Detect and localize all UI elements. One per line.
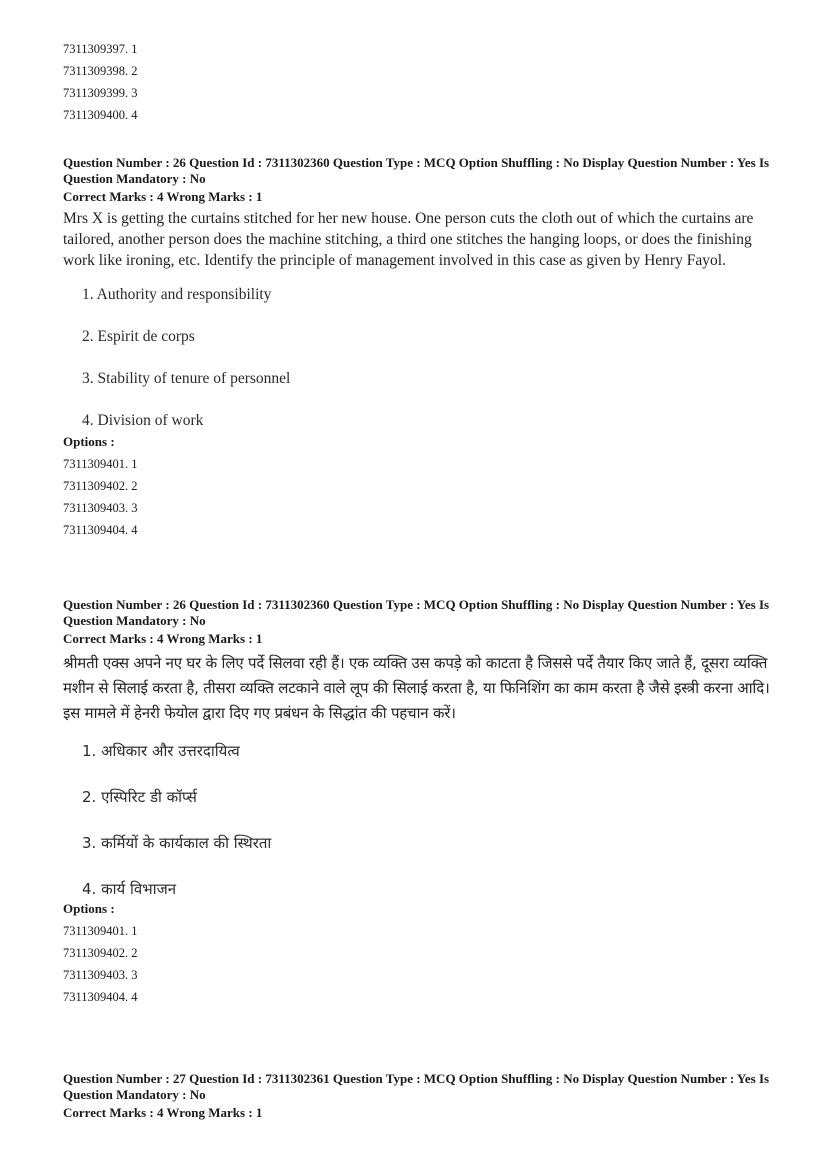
option-line: 7311309398. 2 bbox=[63, 64, 138, 78]
option-line: 7311309397. 1 bbox=[63, 42, 138, 56]
previous-question-options bbox=[63, 38, 138, 126]
question-block-english bbox=[63, 155, 783, 541]
answer-choices bbox=[82, 285, 783, 431]
answer-choice: 3. कर्मियों के कार्यकाल की स्थिरता bbox=[82, 834, 272, 852]
answer-choice: 4. Division of work bbox=[82, 412, 204, 429]
options-list bbox=[63, 453, 783, 541]
question-marks: Correct Marks : 4 Wrong Marks : 1 bbox=[63, 1105, 263, 1120]
question-block-hindi bbox=[63, 597, 783, 1008]
answer-choice: 3. Stability of tenure of personnel bbox=[82, 370, 291, 387]
answer-choice: 4. कार्य विभाजन bbox=[82, 880, 177, 898]
option-line: 7311309401. 1 bbox=[63, 457, 138, 471]
question-text: Mrs X is getting the curtains stitched for her new house. One person cuts the cloth out of which the curtains are tailored, another person does the machine stitching, a third one stitches the hanging loops, or does the finishing work like ironing, etc. Identify the principle of management involved in this case as given by Henry Fayol. bbox=[63, 210, 754, 269]
option-line: 7311309402. 2 bbox=[63, 479, 138, 493]
question-marks: Correct Marks : 4 Wrong Marks : 1 bbox=[63, 631, 263, 646]
question-marks: Correct Marks : 4 Wrong Marks : 1 bbox=[63, 189, 263, 204]
option-line: 7311309401. 1 bbox=[63, 924, 138, 938]
question-header: Question Number : 27 Question Id : 7311302361 Question Type : MCQ Option Shuffling : No Display Question Number : Yes Is Question Mandatory : No bbox=[63, 1071, 770, 1102]
option-line: 7311309403. 3 bbox=[63, 968, 138, 982]
question-header: Question Number : 26 Question Id : 7311302360 Question Type : MCQ Option Shuffling : No Display Question Number : Yes Is Question Mandatory : No bbox=[63, 597, 770, 628]
option-line: 7311309404. 4 bbox=[63, 990, 138, 1004]
option-line: 7311309404. 4 bbox=[63, 523, 138, 537]
question-text: श्रीमती एक्स अपने नए घर के लिए पर्दे सिलवा रही हैं। एक व्यक्ति उस कपड़े को काटता है जिससे पर्दे तैयार किए जाते हैं, दूसरा व्यक्ति मशीन से सिलाई करता है, तीसरा व्यक्ति लटकाने वाले लूप की सिलाई करता है, या फिनिशिंग का काम करता है जैसे इस्त्री करना आदि। इस मामले में हेनरी फेयोल द्वारा दिए गए प्रबंधन के सिद्धांत की पहचान करें। bbox=[63, 654, 770, 722]
answer-choice: 1. अधिकार और उत्तरदायित्व bbox=[82, 742, 240, 760]
question-block-next bbox=[63, 1071, 783, 1123]
answer-choices bbox=[82, 740, 783, 898]
option-line: 7311309399. 3 bbox=[63, 86, 138, 100]
option-line: 7311309403. 3 bbox=[63, 501, 138, 515]
options-label: Options : bbox=[63, 901, 115, 916]
answer-choice: 1. Authority and responsibility bbox=[82, 286, 272, 303]
answer-choice: 2. Espirit de corps bbox=[82, 328, 195, 345]
options-label: Options : bbox=[63, 434, 115, 449]
option-line: 7311309400. 4 bbox=[63, 108, 138, 122]
question-header: Question Number : 26 Question Id : 7311302360 Question Type : MCQ Option Shuffling : No Display Question Number : Yes Is Question Mandatory : No bbox=[63, 155, 770, 186]
option-line: 7311309402. 2 bbox=[63, 946, 138, 960]
options-list bbox=[63, 920, 783, 1008]
answer-choice: 2. एस्पिरिट डी कॉर्प्स bbox=[82, 788, 197, 806]
